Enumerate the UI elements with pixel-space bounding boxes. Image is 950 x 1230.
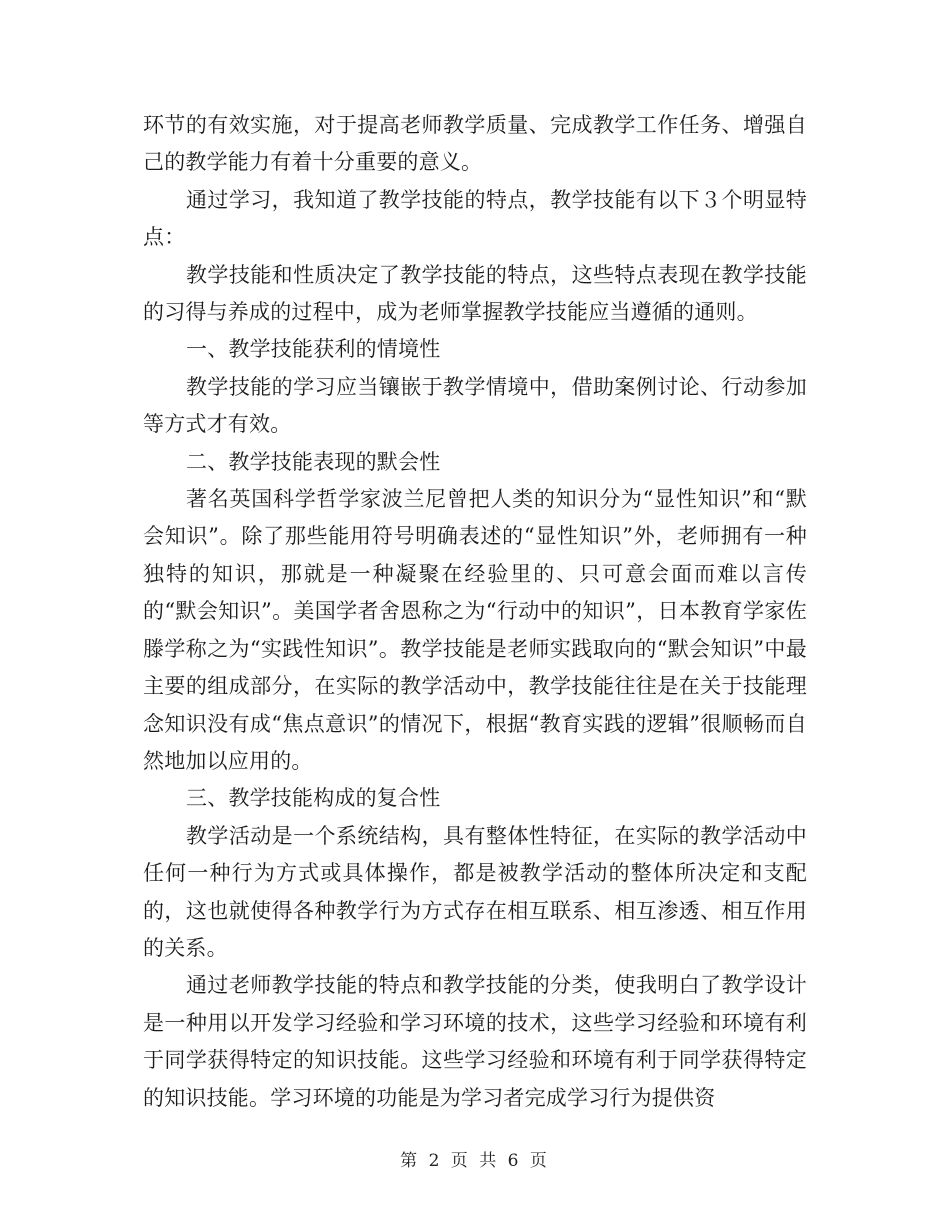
paragraph-5: 著名英国科学哲学家波兰尼曾把人类的知识分为“显性知识”和“默会知识”。除了那些能用符号明确表述的“显性知识”外，老师拥有一种独特的知识，那就是一种凝聚在经验里的、只可意会面而难以言传的“默会知识”。美国学者舍恩称之为“行动中的知识”，日本教育学家佐滕学称之为“实践性知识”。教学技能是老师实践取向的“默会知识”中最主要的组成部分，在实际的教学活动中，教学技能往往是在关于技能理念知识没有成“焦点意识”的情况下，根据“教育实践的逻辑”很顺畅而自然地加以应用的。: [143, 487, 807, 773]
paragraph-2: 通过学习，我知道了教学技能的特点，教学技能有以下３个明显特点：: [143, 187, 807, 250]
section-heading-1: 一、教学技能获利的情境性: [186, 337, 441, 362]
section-heading-2: 二、教学技能表现的默会性: [186, 449, 441, 474]
page-footer: 第 2 页 共 6 页: [400, 1151, 550, 1171]
paragraph-6: 教学活动是一个系统结构，具有整体性特征，在实际的教学活动中任何一种行为方式或具体操作，都是被教学活动的整体所决定和支配的，这也就使得各种教学行为方式存在相互联系、相互渗透、相互作用的关系。: [143, 823, 807, 960]
document-page: [143, 107, 807, 1117]
paragraph-3: 教学技能和性质决定了教学技能的特点，这些特点表现在教学技能的习得与养成的过程中，成为老师掌握教学技能应当遵循的通则。: [143, 262, 807, 325]
paragraph-7: 通过老师教学技能的特点和教学技能的分类，使我明白了教学设计是一种用以开发学习经验和学习环境的技术，这些学习经验和环境有利于同学获得特定的知识技能。这些学习经验和环境有利于同学获得特定的知识技能。学习环境的功能是为学习者完成学习行为提供资: [143, 973, 807, 1110]
paragraph-4: 教学技能的学习应当镶嵌于教学情境中，借助案例讨论、行动参加等方式才有效。: [143, 374, 807, 437]
section-heading-3: 三、教学技能构成的复合性: [186, 786, 441, 811]
paragraph-1: 环节的有效实施，对于提高老师教学质量、完成教学工作任务、增强自己的教学能力有着十分重要的意义。: [143, 113, 807, 175]
